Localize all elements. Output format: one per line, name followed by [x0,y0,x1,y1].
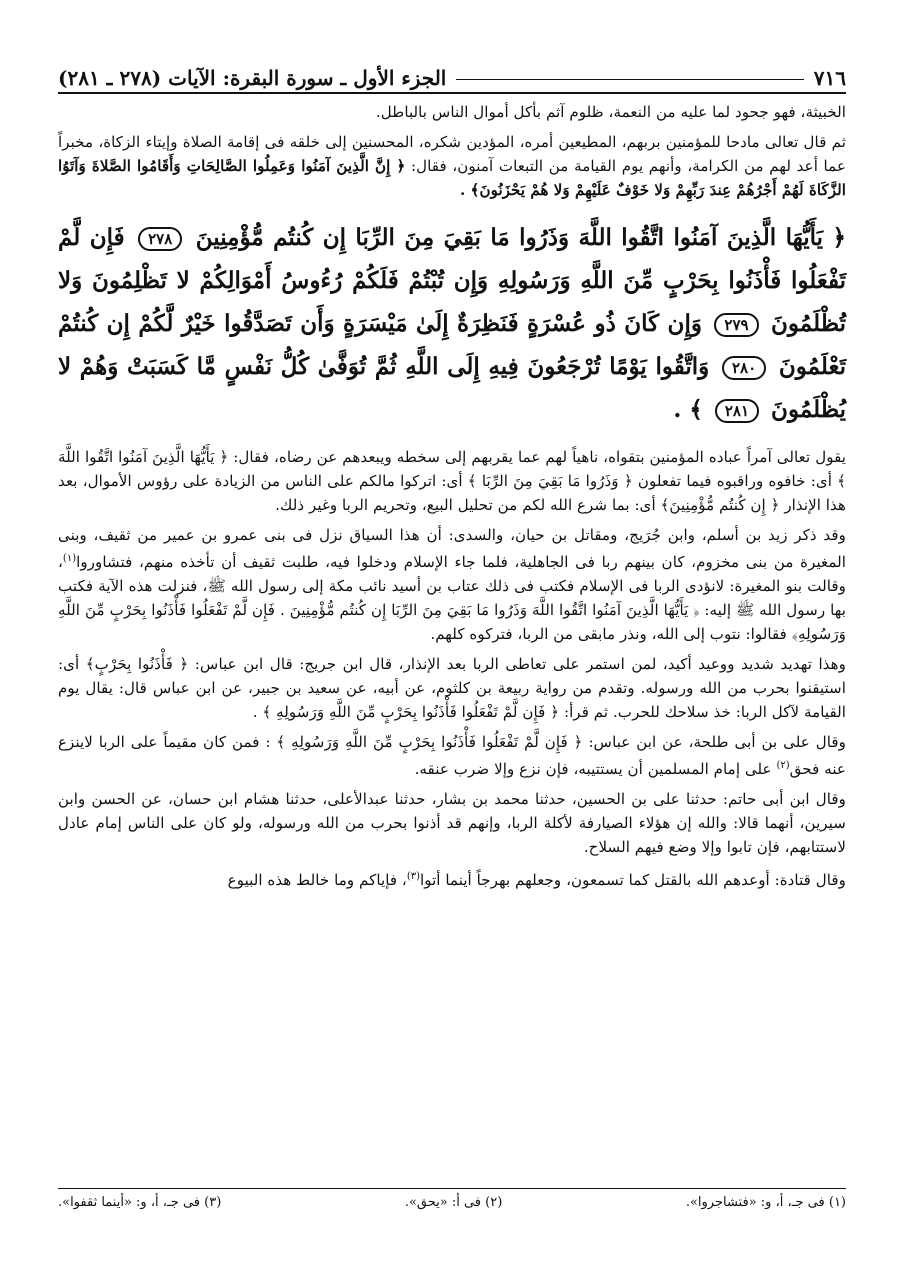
page-body [58,100,846,898]
verse-280-text: وَإِن كَانَ ذُو عُسْرَةٍ فَنَظِرَةٌ إِلَىٰ مَيْسَرَةٍ وَأَن تَصَدَّقُوا خَيْرٌ لَّكُمْ إِن كُنتُمْ تَعْلَمُونَ [58,310,846,380]
footnote-ref-3: (٣) [406,871,420,883]
verse-number-281: ٢٨١ [715,399,759,423]
footnote-ref-1: (١) [62,553,77,564]
verse-279-text: فَإِن لَّمْ تَفْعَلُوا فَأْذَنُوا بِحَرْبٍ مِّنَ اللَّهِ وَرَسُولِهِ وَإِن تُبْتُمْ فَلَكُمْ رُءُوسُ أَمْوَالِكُمْ لا تَظْلِمُونَ وَلا تُظْلَمُونَ [58,224,846,337]
verse-number-280: ٢٨٠ [722,356,766,380]
verse-number-278: ٢٧٨ [138,227,182,251]
paragraph-4-part-a: وقد ذكر زيد بن أسلم، وابن جُرَيج، ومقاتل بن حيان، والسدى: أن هذا السياق نزل فى بنى عمرو بن عمير من ثقيف، وبنى المغيرة من بنى مخزوم، كان بينهم ربا فى الجاهلية، فلما جاء الإسلام ودخلوا فيه، طلبت ثقيف أن تأخذه منهم، فتشاوروا [58,526,846,572]
page-number: ٧١٦ [813,66,846,90]
paragraph-8 [58,865,846,892]
paragraph-5: وهذا تهديد شديد ووعيد أكيد، لمن استمر على تعاطى الربا بعد الإنذار، قال ابن جريج: قال ابن عباس: ﴿ فَأْذَنُوا بِحَرْبٍ﴾ أى: استيقنوا بحرب من الله ورسوله. وتقدم من رواية ربيعة بن كلثوم، عن أبيه، عن سعيد بن جبير، عن ابن عباس قال: يقال يوم القيامة لآكل الربا: خذ سلاحك للحرب. ثم قرأ: ﴿ فَإِن لَّمْ تَفْعَلُوا فَأْذَنُوا بِحَرْبٍ مِّنَ اللَّهِ وَرَسُولِهِ ﴾ . [58,655,846,722]
paragraph-4-part-b: ، وقالت بنو المغيرة: لانؤدى الربا فى الإسلام فكتب فى ذلك عتاب بن أسيد نائب مكة إلى رسول الله ﷺ، فنزلت هذه الآية فكتب بها رسول الله ﷺ إليه: ﴿ يَأَيُّهَا الَّذِينَ آمَنُوا اتَّقُوا اللَّهَ وَذَرُوا مَا بَقِيَ مِنَ الرِّبَا إِن كُنتُم مُّؤْمِنِينَ . فَإِن لَّمْ تَفْعَلُوا فَأْذَنُوا بِحَرْبٍ مِّنَ اللَّهِ وَرَسُولِهِ﴾ فقالوا: نتوب إلى الله، ونذر مابقى من الربا، فتركوه كلهم. [58,553,846,644]
paragraph-2 [58,130,846,202]
footnote-1: (١) فى جـ، أ، و: «فتشاجروا». [685,1195,846,1210]
footnote-3: (٣) فى جـ، أ، و: «أينما ثقفوا». [58,1195,222,1210]
paragraph-6-part-b: على إمام المسلمين أن يستتيبه، فإن نزع وإلا ضرب عنقه. [414,760,777,779]
verse-281-text: وَاتَّقُوا يَوْمًا تُرْجَعُونَ فِيهِ إِلَى اللَّهِ ثُمَّ تُوَفَّىٰ كُلُّ نَفْسٍ مَّا كَسَبَتْ وَهُمْ لا يُظْلَمُونَ [58,353,846,423]
footnote-ref-2: (٢) [776,760,790,772]
paragraph-3: يقول تعالى آمراً عباده المؤمنين بتقواه، ناهياً لهم عما يقربهم إلى سخطه ويبعدهم عن رضاه، فقال: ﴿ يَأَيُّهَا الَّذِينَ آمَنُوا اتَّقُوا اللَّهَ ﴾ أى: خافوه وراقبوه فيما تفعلون ﴿ وَذَرُوا مَا بَقِيَ مِنَ الرِّبَا ﴾ أى: اتركوا مالكم على الناس من الزيادة على رؤوس الأموال، بعد هذا الإنذار ﴿ إِن كُنتُم مُّؤْمِنِينَ﴾ أى: بما شرع الله لكم من تحليل البيع، وتحريم الربا وغير ذلك. [58,448,846,514]
paragraph-6 [58,730,846,781]
paragraph-2-text: ثم قال تعالى مادحا للمؤمنين بربهم، المطيعين أمره، المؤدين شكره، المحسنين إلى خلقه فى إقامة الصلاة وإيتاء الزكاة، مخبراً عما أعد لهم من الكرامة، وأنهم يوم القيامة من التبعات آمنون، فقال: [58,133,847,175]
header-line [456,79,803,80]
running-title: الجزء الأول ـ سورة البقرة: الآيات (٢٧٨ ـ ٢٨١) [58,66,447,90]
verse-number-279: ٢٧٩ [714,313,758,337]
quran-verses-block [58,216,846,431]
page-header [58,60,846,90]
paragraph-1: الخبيثة، فهو جحود لما عليه من النعمة، ظلوم آثم بأكل أموال الناس بالباطل. [375,103,846,121]
paragraph-7: وقال ابن أبى حاتم: حدثنا على بن الحسين، حدثنا محمد بن بشار، حدثنا عبدالأعلى، حدثنا هشام ابن حسان، عن الحسن وابن سيرين، أنهما قالا: والله إن هؤلاء الصيارفة لأكلة الربا، وإنهم قد أذنوا بحرب من الله ورسوله، ولو كان على الناس إمام عادل لاستتابهم، فإن تابوا وإلا وضع فيهم السلاح. [58,790,846,857]
paragraph-2-verse: ﴿ إِنَّ الَّذِينَ آمَنُوا وَعَمِلُوا الصَّالِحَاتِ وَأَقَامُوا الصَّلاةَ وَآتَوُا الزَّكَاةَ لَهُمْ أَجْرُهُمْ عِندَ رَبِّهِمْ وَلا خَوْفٌ عَلَيْهِمْ وَلا هُمْ يَحْزَنُونَ﴾ . [58,157,846,199]
paragraph-4 [58,523,846,646]
footnotes [58,1188,846,1210]
paragraph-6-part-a: وقال على بن أبى طلحة، عن ابن عباس: ﴿ فَإِن لَّمْ تَفْعَلُوا فَأْذَنُوا بِحَرْبٍ مِّنَ اللَّهِ وَرَسُولِهِ ﴾ : فمن كان مقيماً على الربا لاينزع عنه فحق [58,733,846,779]
paragraph-8-part-a: وقال قتادة: أوعدهم الله بالقتل كما تسمعون، وجعلهم بهرجاً أينما أتوا [420,871,846,890]
verse-end-bracket: ﴾ . [673,396,703,423]
header-rule [58,92,846,94]
verse-278-text: ﴿ يَأَيُّهَا الَّذِينَ آمَنُوا اتَّقُوا اللَّهَ وَذَرُوا مَا بَقِيَ مِنَ الرِّبَا إِن كُنتُم مُّؤْمِنِينَ [195,224,846,251]
footnote-2: (٢) فى أ: «يحق». [404,1195,503,1210]
paragraph-8-part-b: ، فإياكم وما خالط هذه البيوع [227,871,407,890]
